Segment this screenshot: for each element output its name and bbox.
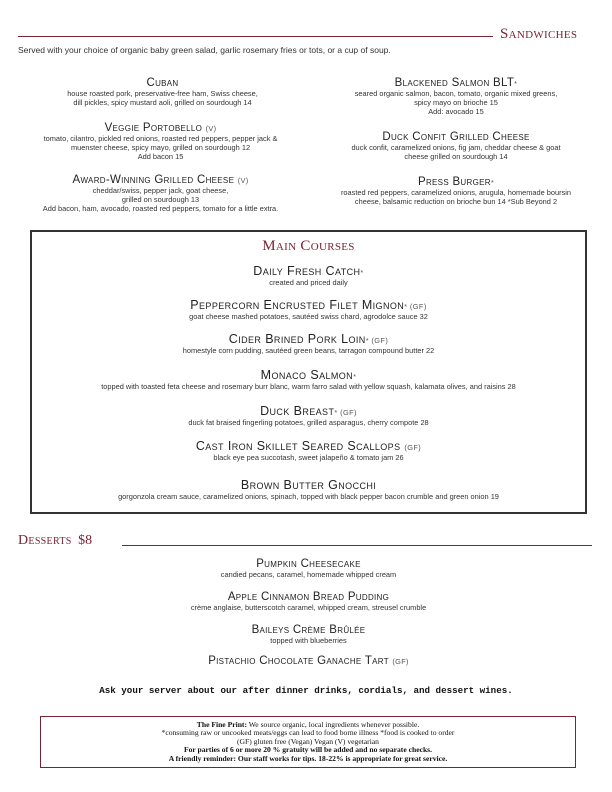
item-name: Cuban xyxy=(146,77,179,89)
item-desc: gorgonzola cream sauce, caramelized onions, spinach, topped with black pepper bacon crumble and green onion 19 xyxy=(118,492,499,501)
fine-print-box xyxy=(40,716,576,768)
item-name: Cast Iron Skillet Seared Scallops (GF) xyxy=(195,439,422,453)
dessert-pumpkin-cheesecake xyxy=(30,558,587,579)
main-item-pork-loin xyxy=(32,332,585,355)
item-name: Cider Brined Pork Loin* (GF) xyxy=(228,332,389,346)
sandwich-veggie-portobello xyxy=(8,122,313,161)
main-item-scallops xyxy=(32,439,585,462)
item-name: Baileys Crème Brûlée xyxy=(251,624,366,636)
item-desc: seared organic salmon, bacon, tomato, organic mixed greens, spicy mayo on brioche 15 Add: avocado 15 xyxy=(354,89,558,116)
fine-print-line-1: The Fine Print: We source organic, local ingredients whenever possible. xyxy=(196,720,420,729)
fine-print-line-3: (GF) gluten free (Vegan) Vegan (V) vegetarian xyxy=(237,736,379,746)
item-name: Award-Winning Grilled Cheese (V) xyxy=(72,174,249,186)
item-name: Apple Cinnamon Bread Pudding xyxy=(227,591,390,603)
main-item-monaco-salmon xyxy=(32,368,585,391)
sandwiches-title: Sandwiches xyxy=(500,26,578,42)
item-name: Pistachio Chocolate Ganache Tart (GF) xyxy=(208,655,409,667)
item-desc: crème anglaise, butterscotch caramel, whipped cream, streusel crumble xyxy=(190,603,427,612)
dessert-ganache-tart xyxy=(30,655,587,667)
sandwiches-rule xyxy=(18,36,493,37)
sandwiches-intro: Served with your choice of organic baby green salad, garlic rosemary fries or tots, or a cup of soup. xyxy=(18,45,391,55)
item-name: Monaco Salmon* xyxy=(260,368,357,382)
item-name: Peppercorn Encrusted Filet Mignon* (GF) xyxy=(190,298,427,312)
item-desc: tomato, cilantro, pickled red onions, roasted red peppers, pepper jack & muenster cheese, spicy mayo, grilled on sourdough 12 Add bacon 15 xyxy=(43,134,278,161)
item-name: Veggie Portobello (V) xyxy=(104,122,217,134)
fine-print-line-2: *consuming raw or uncooked meats/eggs can lead to food borne illness *food is cooked to order xyxy=(161,728,455,738)
item-desc: candied pecans, caramel, homemade whipped cream xyxy=(220,570,397,579)
item-name: Daily Fresh Catch* xyxy=(253,264,364,278)
item-name: Press Burger* xyxy=(418,176,494,188)
item-desc: black eye pea succotash, sweet jalapeño & tomato jam 26 xyxy=(213,453,404,462)
item-name: Blackened Salmon BLT* xyxy=(394,77,518,89)
desserts-label: Desserts xyxy=(18,533,72,548)
item-name: Brown Butter Gnocchi xyxy=(240,478,377,492)
sandwich-salmon-blt xyxy=(308,77,604,116)
item-desc: topped with blueberries xyxy=(270,636,347,645)
item-desc: homestyle corn pudding, sautéed green beans, tarragon compound butter 22 xyxy=(182,346,435,355)
sandwich-duck-confit xyxy=(308,131,604,161)
item-desc: duck confit, caramelized onions, fig jam, cheddar cheese & goat cheese grilled on sourdough 14 xyxy=(351,143,561,161)
desserts-price: $8 xyxy=(78,533,93,548)
main-item-fresh-catch xyxy=(32,264,585,287)
item-desc: created and priced daily xyxy=(269,278,348,287)
item-desc: roasted red peppers, caramelized onions, arugula, homemade boursin cheese, balsamic reduction on brioche bun 14 *Sub Beyond 2 xyxy=(340,188,572,206)
dessert-bread-pudding xyxy=(30,591,587,612)
fine-print-line-5: A friendly reminder: Our staff works for tips. 18-22% is appropriate for great service. xyxy=(168,753,448,763)
main-courses-title: Main Courses xyxy=(262,238,355,254)
after-dinner-note: Ask your server about our after dinner drinks, cordials, and dessert wines. xyxy=(99,685,513,696)
sandwich-grilled-cheese xyxy=(8,174,313,213)
item-desc: house roasted pork, preservative-free ham, Swiss cheese, dill pickles, spicy mustard aoli, grilled on sourdough 14 xyxy=(67,89,258,107)
main-item-filet-mignon xyxy=(32,298,585,321)
main-item-gnocchi xyxy=(32,478,585,501)
item-desc: topped with toasted feta cheese and rosemary burr blanc, warm farro salad with yellow squash, kalamata olives, and raisins 28 xyxy=(101,382,516,391)
sandwich-press-burger xyxy=(308,176,604,206)
item-desc: goat cheese mashed potatoes, sautéed swiss chard, agrodolce sauce 32 xyxy=(189,312,428,321)
desserts-rule xyxy=(122,545,592,546)
item-name: Pumpkin Cheesecake xyxy=(256,558,361,570)
item-desc: cheddar/swiss, pepper jack, goat cheese, grilled on sourdough 13 Add bacon, ham, avocado, roasted red peppers, tomato for a little extra. xyxy=(42,186,279,213)
main-courses-box xyxy=(30,230,587,514)
item-name: Duck Breast* (GF) xyxy=(260,404,357,418)
main-item-duck-breast xyxy=(32,404,585,427)
item-name: Duck Confit Grilled Cheese xyxy=(382,131,530,143)
fine-print-line-4: For parties of 6 or more 20 % gratuity will be added and no separate checks. xyxy=(183,745,433,755)
sandwich-cuban xyxy=(20,77,305,107)
dessert-creme-brulee xyxy=(30,624,587,645)
item-desc: duck fat braised fingerling potatoes, grilled asparagus, cherry compote 28 xyxy=(188,418,429,427)
desserts-title xyxy=(18,533,92,549)
